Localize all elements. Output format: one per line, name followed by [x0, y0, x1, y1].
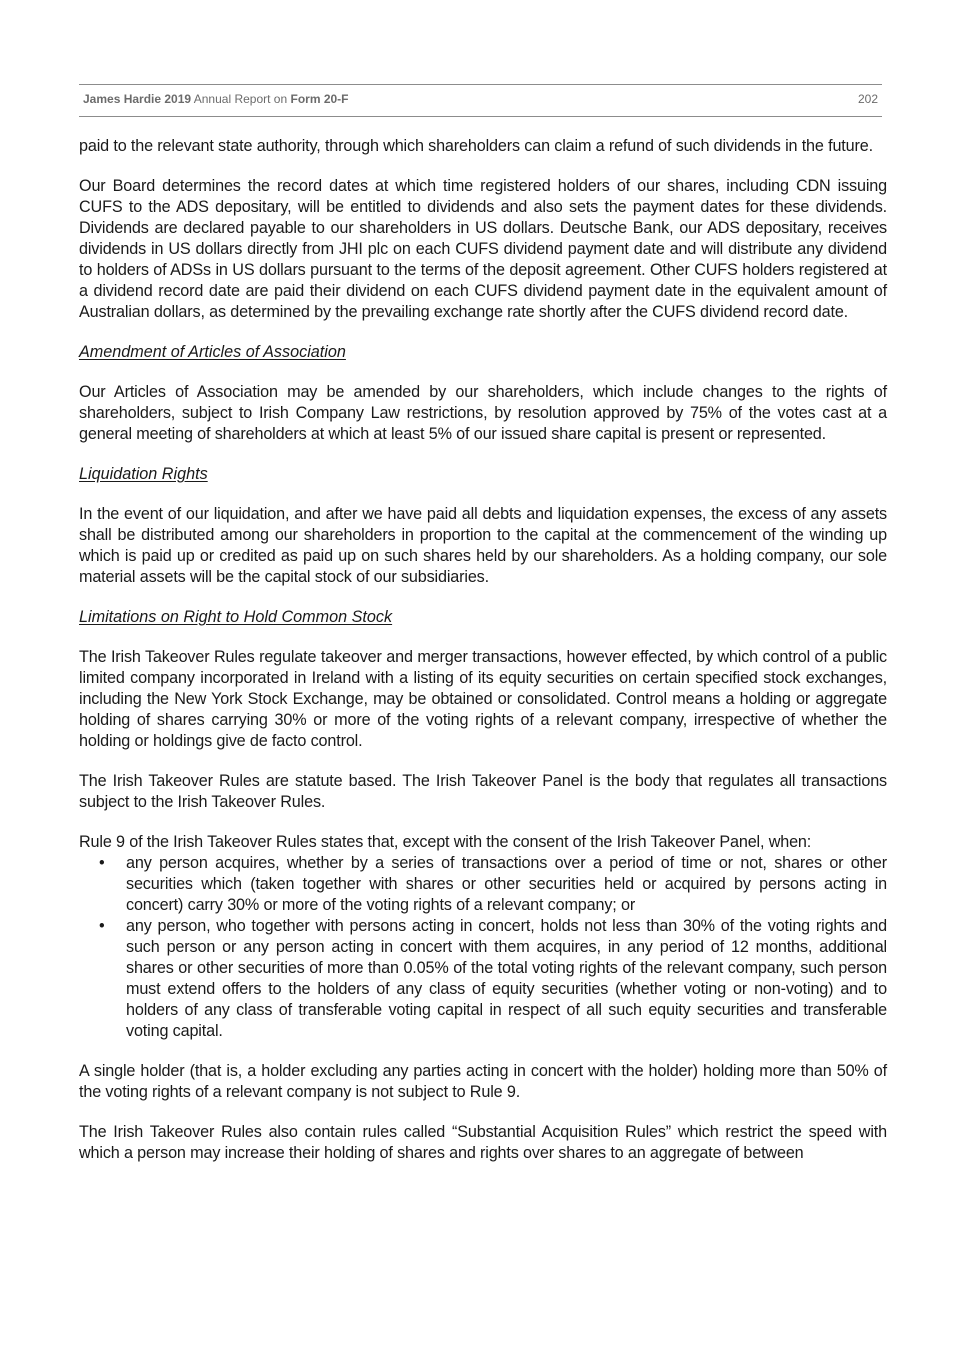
running-header — [83, 92, 878, 106]
paragraph: The Irish Takeover Rules regulate takeover and merger transactions, however effected, by which control of a public limited company incorporated in Ireland with a listing of its equity securities on certain specified stock exchanges, including the New York Stock Exchange, may be obtained or consolidated. Control means a holding or aggregate holding of shares carrying 30% or more of the voting rights of a relevant company, irrespective of whether the holding or holdings give de facto control. — [79, 648, 887, 750]
header-top-rule — [79, 84, 882, 85]
bullet-icon: • — [99, 854, 105, 872]
paragraph: The Irish Takeover Rules are statute based. The Irish Takeover Panel is the body that regulates all transactions subject to the Irish Takeover Rules. — [79, 772, 887, 811]
bullet-list — [79, 853, 887, 1042]
section-heading-amendment: Amendment of Articles of Association — [79, 343, 346, 361]
list-item — [79, 853, 887, 916]
bullet-icon: • — [99, 917, 105, 935]
header-title — [83, 92, 349, 106]
list-item-text: any person acquires, whether by a series of transactions over a period of time or not, shares or other securities which (taken together with shares or other securities held or acquired by persons acting in concert) carry 30% or more of the voting rights of a relevant company; or — [126, 854, 887, 914]
section-heading-liquidation: Liquidation Rights — [79, 465, 208, 483]
header-company: James Hardie 2019 — [83, 92, 192, 106]
page-number: 202 — [857, 92, 878, 106]
paragraph: The Irish Takeover Rules also contain rules called “Substantial Acquisition Rules” which restrict the speed with which a person may increase their holding of shares and rights over shares to an aggregate of between — [79, 1123, 887, 1162]
paragraph: Rule 9 of the Irish Takeover Rules states that, except with the consent of the Irish Takeover Panel, when: — [79, 833, 812, 851]
header-middle: Annual Report on — [191, 92, 291, 106]
list-item — [79, 916, 887, 1042]
paragraph: A single holder (that is, a holder excluding any parties acting in concert with the holder) holding more than 50% of the voting rights of a relevant company is not subject to Rule 9. — [79, 1062, 887, 1101]
paragraph: Our Articles of Association may be amended by our shareholders, which include changes to the rights of shareholders, subject to Irish Company Law restrictions, by resolution approved by 75% of the votes cast at a general meeting of shareholders at which at least 5% of our issued share capital is present or represented. — [79, 383, 887, 443]
document-body — [79, 136, 887, 1183]
section-heading-limitations: Limitations on Right to Hold Common Stock — [79, 608, 393, 626]
header-form: Form 20-F — [290, 92, 349, 106]
paragraph: Our Board determines the record dates at which time registered holders of our shares, including CDN issuing CUFS to the ADS depositary, will be entitled to dividends and also sets the payment dates for these dividends. Dividends are declared payable to our shareholders in US dollars. Deutsche Bank, our ADS depositary, receives dividends in US dollars directly from JHI plc on each CUFS dividend payment date and will distribute any dividend to holders of ADSs in US dollars pursuant to the terms of the deposit agreement. Other CUFS holders registered at a dividend record date are paid their dividend on each CUFS dividend payment date in the equivalent amount of Australian dollars, as determined by the prevailing exchange rate shortly after the CUFS dividend record date. — [79, 177, 887, 321]
header-bottom-rule — [79, 116, 882, 117]
paragraph: In the event of our liquidation, and after we have paid all debts and liquidation expenses, the excess of any assets shall be distributed among our shareholders in proportion to the capital at the commencement of the winding up which is paid up or credited as paid up on such shares held by our shareholders. As a holding company, our sole material assets will be the capital stock of our subsidiaries. — [79, 505, 887, 586]
paragraph: paid to the relevant state authority, through which shareholders can claim a refund of such dividends in the future. — [79, 137, 873, 155]
list-item-text: any person, who together with persons acting in concert, holds not less than 30% of the voting rights and such person or any person acting in concert with them acquires, in any period of 12 months, additional shares or other securities of more than 0.05% of the total voting rights of the relevant company, such person must extend offers to the holders of any class of equity securities (whether voting or non-voting) and to holders of any class of transferable voting capital in respect of all such equity securities and transferable voting capital. — [126, 917, 887, 1040]
